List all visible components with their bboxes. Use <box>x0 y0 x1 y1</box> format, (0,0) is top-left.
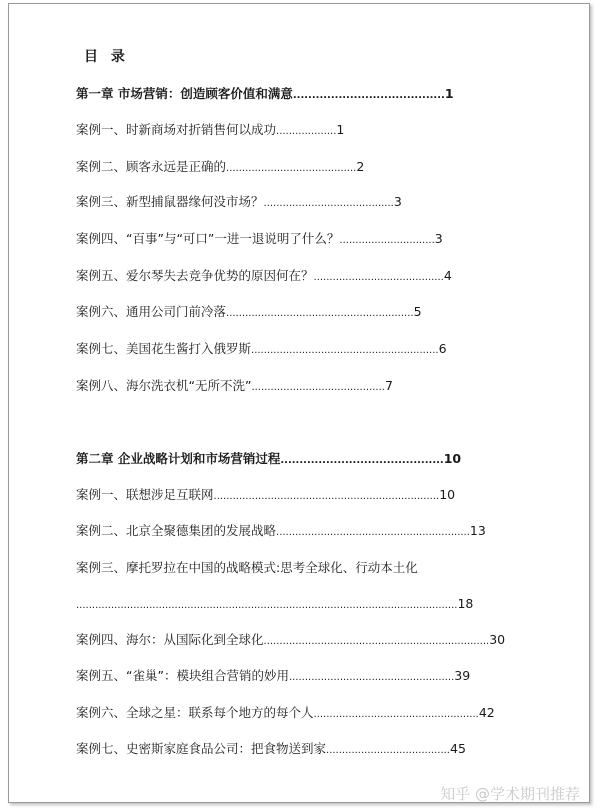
toc-entry-title: 第二章 企业战略计划和市场营销过程 <box>76 451 281 466</box>
toc-entry-leader: ................... <box>276 126 337 137</box>
toc-entry-title: 案例一、联想涉足互联网 <box>76 487 214 502</box>
toc-entry-title: 案例八、海尔洗衣机“无所不洗” <box>76 378 252 393</box>
toc-entry-page: 39 <box>454 668 471 683</box>
toc-entry-page: 2 <box>356 159 365 174</box>
toc-entry <box>76 268 452 286</box>
toc-entry-page: 5 <box>413 304 422 319</box>
toc-entry <box>76 705 495 723</box>
toc-entry-page: 7 <box>384 378 393 393</box>
toc-entry-title: 案例五、爱尔琴失去竞争优势的原因何在？ <box>76 268 314 283</box>
toc-entry-leader: ........................................................... <box>251 345 439 356</box>
toc-entry-leader: ............................................................. <box>276 527 470 538</box>
toc-entry-leader: ....................................................................... <box>213 491 440 502</box>
toc-title: 目 录 <box>84 49 129 65</box>
toc-entry-title: 案例六、全球之星：联系每个地方的每个人 <box>76 705 314 720</box>
toc-entry-page: 18 <box>457 596 474 611</box>
toc-entry-leader: ........................................... <box>280 455 444 466</box>
toc-entry-leader: ........................................................................................................................ <box>76 600 458 611</box>
toc-entry-title: 案例三、新型捕鼠器缘何没市场？ <box>76 194 264 209</box>
toc-entry <box>76 596 473 614</box>
toc-entry <box>76 341 447 359</box>
toc-entry-page: 3 <box>434 231 443 246</box>
toc-entry-title: 第一章 市场营销：创造顾客价值和满意 <box>76 86 293 101</box>
toc-entry-leader: ......................................... <box>226 163 357 174</box>
toc-entry-title: 案例五、“雀巢”：模块组合营销的妙用 <box>76 668 289 683</box>
toc-entry <box>76 304 422 322</box>
toc-entry-leader: .............................. <box>339 235 435 246</box>
toc-entry-page: 10 <box>439 487 456 502</box>
toc-entry-title: 案例四、海尔：从国际化到全球化 <box>76 632 264 647</box>
toc-entry <box>76 451 461 469</box>
toc-entry-page: 42 <box>478 705 495 720</box>
toc-entry <box>76 194 402 212</box>
toc-entry <box>76 122 344 140</box>
toc-entry <box>76 86 454 104</box>
toc-entry-title: 案例一、时新商场对折销售何以成功 <box>76 122 277 137</box>
toc-entry-leader: ........................................................... <box>226 308 414 319</box>
toc-entry-leader: ........................................ <box>292 90 445 101</box>
toc-entry <box>76 231 443 249</box>
toc-entry-page: 4 <box>443 268 452 283</box>
toc-entry <box>76 741 466 759</box>
toc-entry <box>76 159 364 177</box>
toc-entry-page: 30 <box>489 632 506 647</box>
toc-entry-title: 案例六、通用公司门前冷落 <box>76 304 227 319</box>
toc-entry-title: 案例二、顾客永远是正确的 <box>76 159 227 174</box>
toc-entry-leader: .......................................... <box>251 382 385 393</box>
toc-entry-title: 案例三、摩托罗拉在中国的战略模式:思考全球化、行动本土化 <box>76 560 418 575</box>
toc-entry-leader: ....................................... <box>326 745 450 756</box>
toc-entry-leader: ......................................... <box>263 198 394 209</box>
toc-entry-page: 1 <box>444 86 454 101</box>
toc-entry-page: 3 <box>393 194 402 209</box>
toc-entry <box>76 487 455 505</box>
toc-entry-title: 案例七、史密斯家庭食品公司：把食物送到家 <box>76 741 327 756</box>
toc-entry-leader: ......................................... <box>313 272 444 283</box>
toc-entry <box>76 668 470 686</box>
toc-entry-page: 1 <box>336 122 345 137</box>
toc-entry <box>76 523 486 541</box>
toc-entry-leader: .................................................... <box>288 672 455 683</box>
toc-entry-title: 案例二、北京全聚德集团的发展战略 <box>76 523 277 538</box>
toc-entry <box>76 378 393 396</box>
toc-entry-leader: ....................................................................... <box>263 636 490 647</box>
toc-entry <box>76 632 505 650</box>
toc-entry-page: 6 <box>438 341 447 356</box>
toc-entry <box>76 560 418 578</box>
watermark: 知乎 @学术期刊推荐 <box>440 785 580 803</box>
toc-entry-page: 45 <box>450 741 466 756</box>
toc-entry-page: 10 <box>443 451 462 466</box>
toc-entry-leader: .................................................... <box>313 709 479 720</box>
toc-entry-title: 案例四、“百事”与“可口”一进一退说明了什么？ <box>76 231 340 246</box>
toc-entry-page: 13 <box>469 523 486 538</box>
toc-entry-title: 案例七、美国花生酱打入俄罗斯 <box>76 341 252 356</box>
